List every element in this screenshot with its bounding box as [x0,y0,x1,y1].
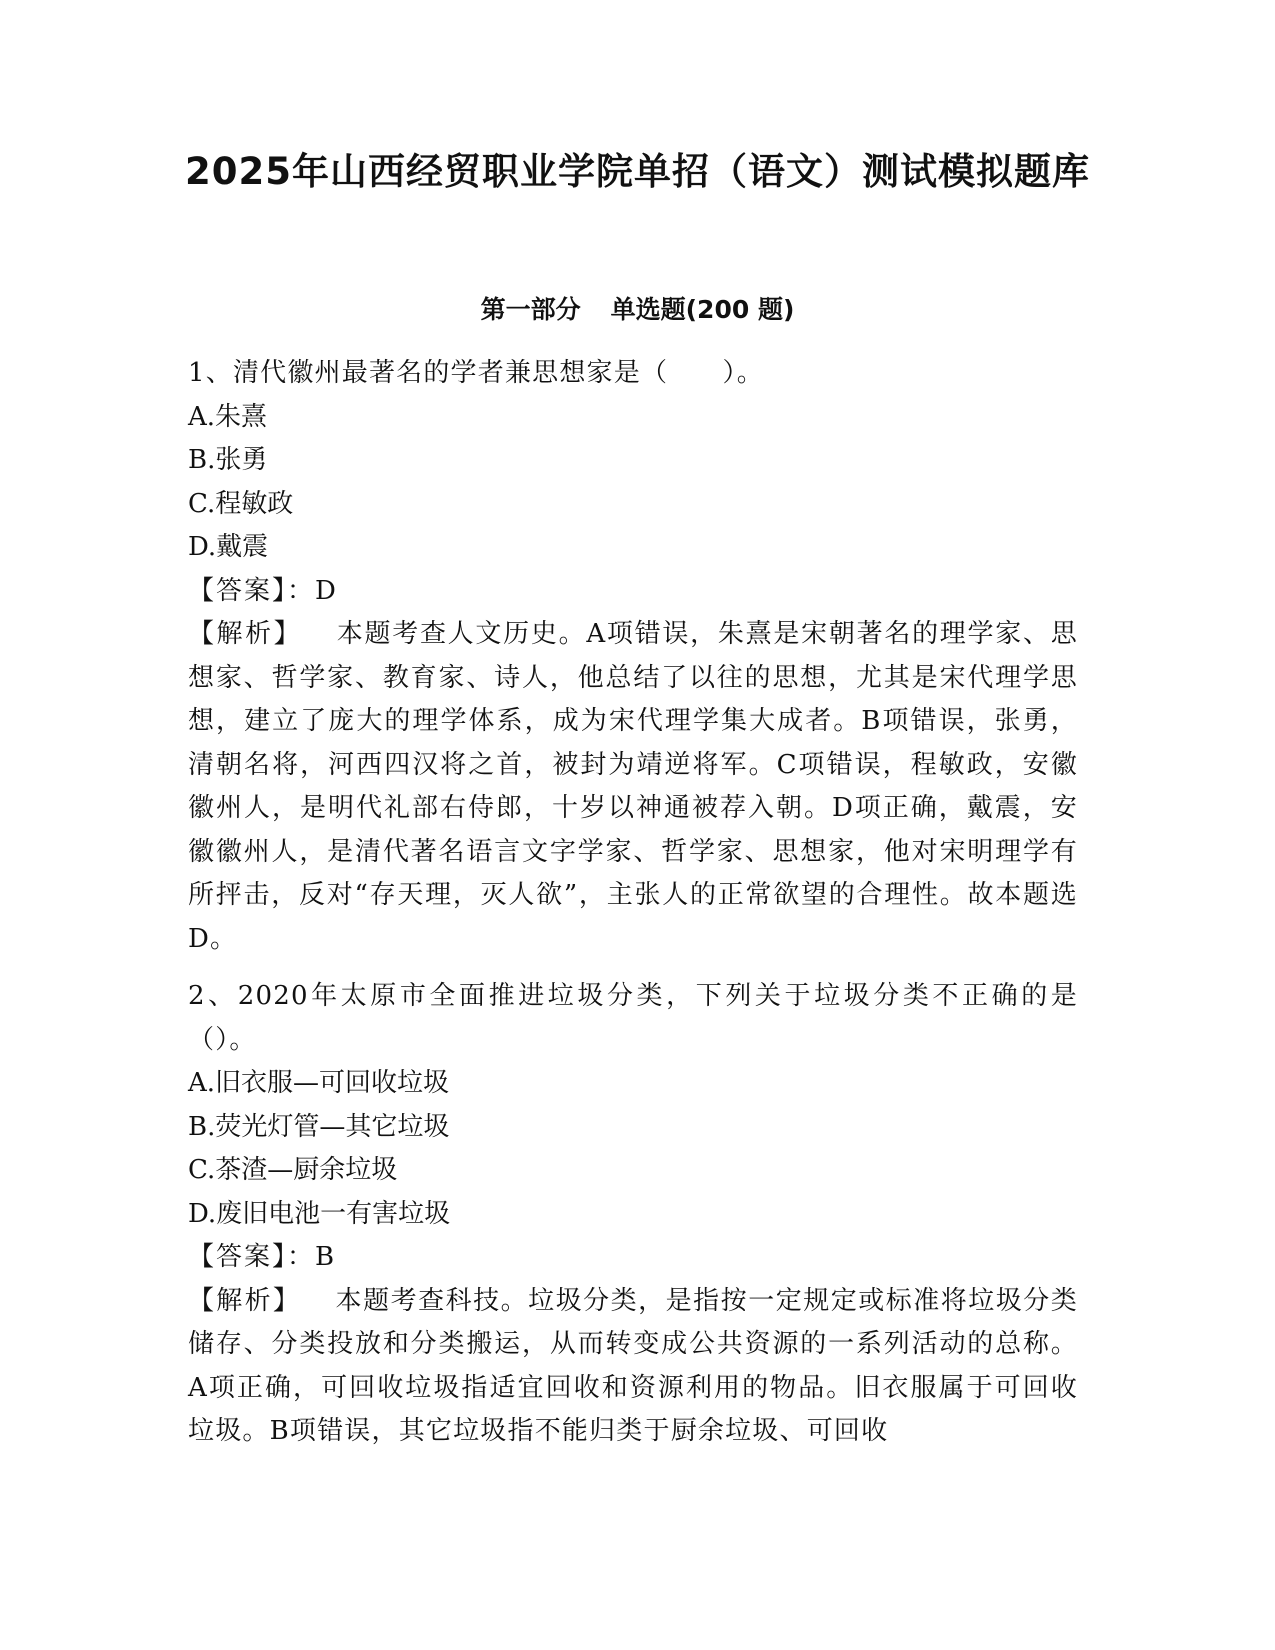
analysis-paragraph [188,613,1078,961]
answer-line [188,570,1078,614]
question-item [188,352,1078,961]
answer-line [188,1236,1078,1280]
analysis-label: 【解析】 [188,619,303,649]
analysis-paragraph [188,1280,1078,1454]
option-a: A.旧衣服—可回收垃圾 [188,1068,450,1098]
option-c: C.程敏政 [188,488,294,519]
answer-value: B [315,1242,335,1272]
section-type-label: 单选题(200 题) [610,295,795,324]
answer-label: 【答案】： [188,575,316,606]
analysis-text: 本题考查科技。垃圾分类，是指按一定规定或标准将垃圾分类储存、分类投放和分类搬运，从而转变成公共资源的一系列活动的总称。A项正确，可回收垃圾指适宜回收和资源利用的物品。旧衣服属于可回收垃圾。B项错误，其它垃圾指不能归类于厨余垃圾、可回收 [188,1285,1078,1446]
analysis-label: 【解析】 [188,1285,302,1316]
analysis-text: 本题考查人文历史。A项错误，朱熹是宋朝著名的理学家、思想家、哲学家、教育家、诗人，他总结了以往的思想，尤其是宋代理学思想，建立了庞大的理学体系，成为宋代理学集大成者。B项错误，张勇，清朝名将，河西四汉将之首，被封为靖逆将军。C项错误，程敏政，安徽徽州人，是明代礼部右侍郎，十岁以神通被荐入朝。D项正确，戴震，安徽徽州人，是清代著名语言文字学家、哲学家、思想家，他对宋明理学有所抨击，反对“存天理，灭人欲”，主张人的正常欲望的合理性。故本题选D。 [188,619,1078,954]
answer-value: D [315,575,336,606]
section-part-label: 第一部分 [480,295,581,324]
option-d: D.戴震 [188,532,269,562]
option-a: A.朱熹 [188,401,268,432]
option-c: C.茶渣—厨余垃圾 [188,1155,398,1185]
section-title [0,293,1275,327]
question-item [188,975,1078,1454]
option-d: D.废旧电池一有害垃圾 [188,1198,451,1229]
question-list [188,352,1078,1454]
question-stem: 1、清代徽州最著名的学者兼思想家是（ ）。 [188,358,764,388]
option-b: B.张勇 [188,445,268,475]
answer-label: 【答案】： [188,1242,316,1272]
option-b: B.荧光灯管—其它垃圾 [188,1111,450,1142]
question-stem: 2、2020年太原市全面推进垃圾分类，下列关于垃圾分类不正确的是（）。 [188,981,1078,1055]
document-title: 2025年山西经贸职业学院单招（语文）测试模拟题库 [185,150,1090,193]
